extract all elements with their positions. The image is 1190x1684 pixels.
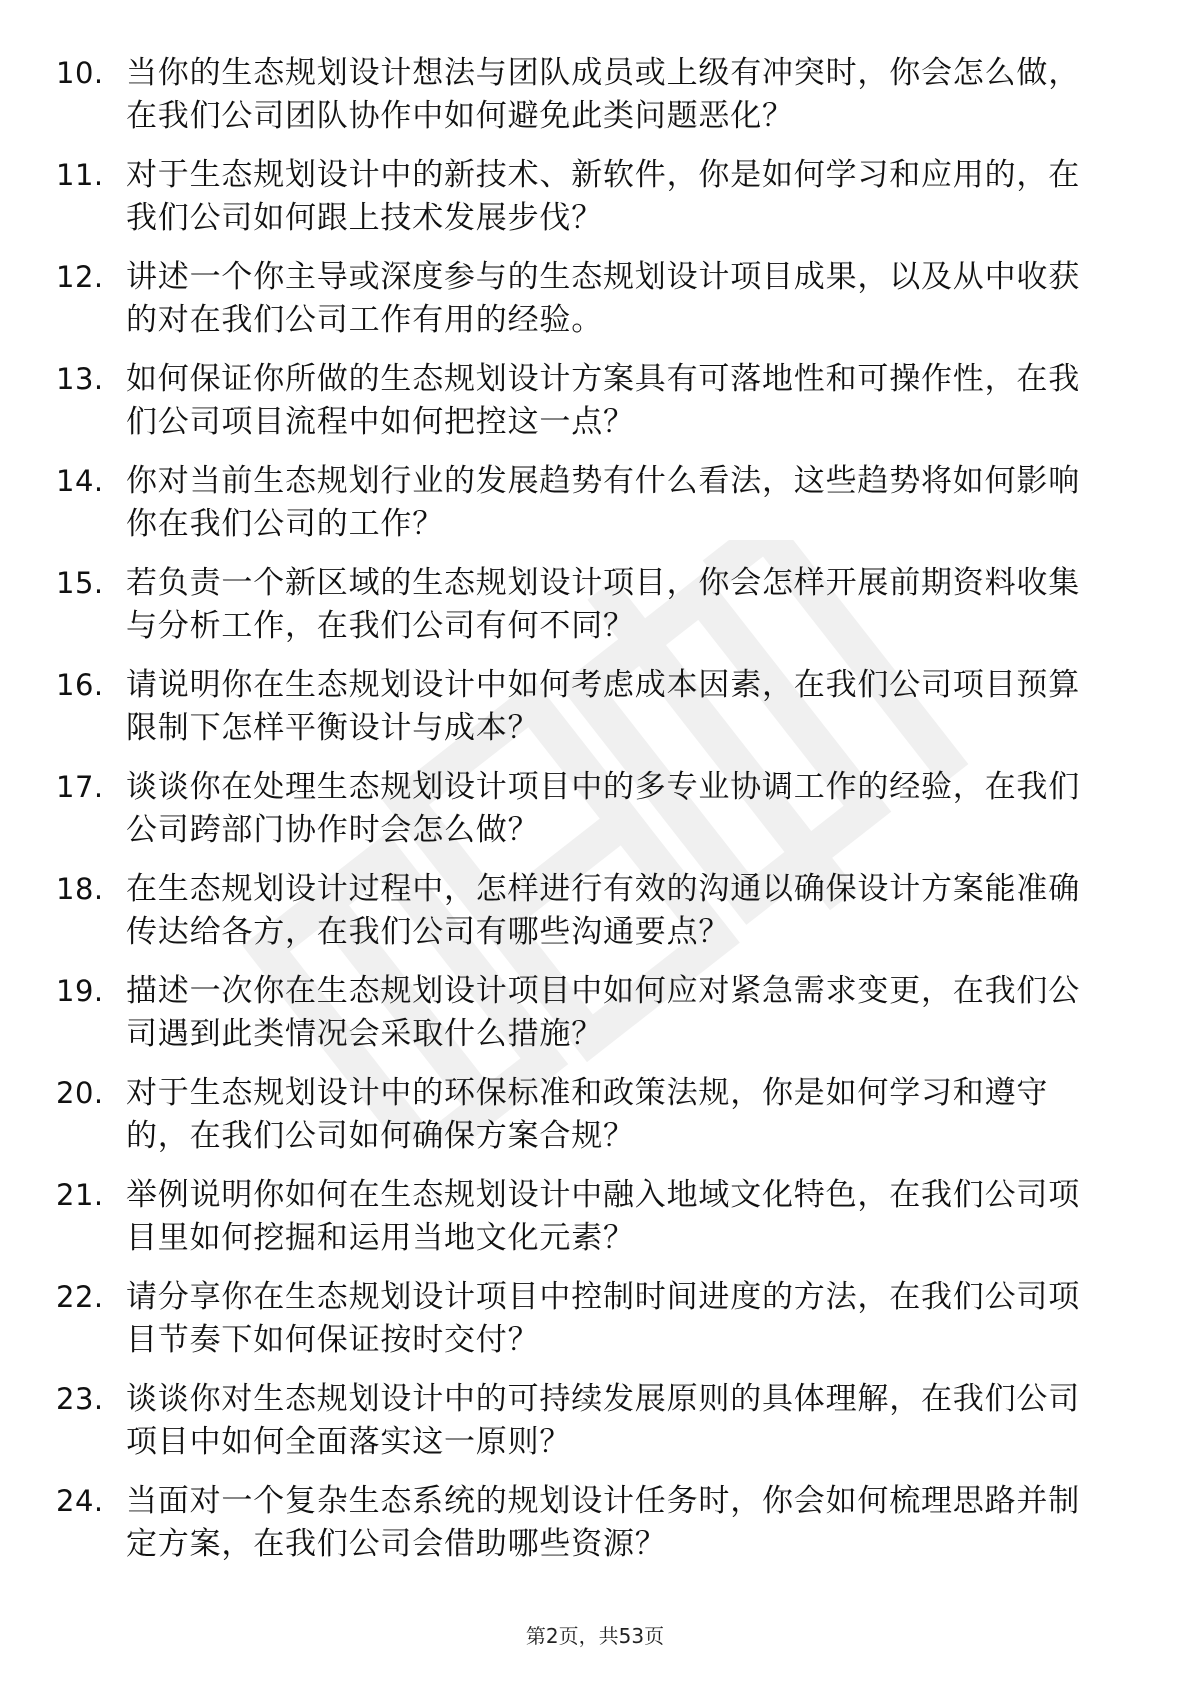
question-text: 谈谈你在处理生态规划设计项目中的多专业协调工作的经验，在我们公司跨部门协作时会怎么做？ [126, 769, 1080, 848]
question-text: 描述一次你在生态规划设计项目中如何应对紧急需求变更，在我们公司遇到此类情况会采取什么措施？ [126, 973, 1080, 1052]
question-text: 谈谈你对生态规划设计中的可持续发展原则的具体理解，在我们公司项目中如何全面落实这一原则？ [126, 1381, 1080, 1460]
question-number: 15. [56, 566, 104, 600]
question-item [56, 1174, 1106, 1260]
question-number: 10. [56, 56, 104, 90]
question-text: 若负责一个新区域的生态规划设计项目，你会怎样开展前期资料收集与分析工作，在我们公司有何不同？ [126, 565, 1080, 644]
question-text: 如何保证你所做的生态规划设计方案具有可落地性和可操作性，在我们公司项目流程中如何把控这一点？ [126, 361, 1080, 440]
question-number: 18. [56, 872, 104, 906]
question-number: 12. [56, 260, 104, 294]
question-item [56, 664, 1106, 750]
question-item [56, 256, 1106, 342]
question-text: 你对当前生态规划行业的发展趋势有什么看法，这些趋势将如何影响你在我们公司的工作？ [126, 463, 1080, 542]
question-item [56, 52, 1106, 138]
question-number: 21. [56, 1178, 104, 1212]
question-number: 16. [56, 668, 104, 702]
question-number: 22. [56, 1280, 104, 1314]
question-item [56, 970, 1106, 1056]
question-text: 举例说明你如何在生态规划设计中融入地域文化特色，在我们公司项目里如何挖掘和运用当地文化元素？ [126, 1177, 1080, 1256]
question-list [56, 52, 1106, 1582]
question-item [56, 1072, 1106, 1158]
question-item [56, 868, 1106, 954]
question-text: 当你的生态规划设计想法与团队成员或上级有冲突时，你会怎么做，在我们公司团队协作中如何避免此类问题恶化？ [126, 55, 1080, 134]
question-text: 当面对一个复杂生态系统的规划设计任务时，你会如何梳理思路并制定方案，在我们公司会借助哪些资源？ [126, 1483, 1080, 1562]
question-number: 20. [56, 1076, 104, 1110]
question-number: 17. [56, 770, 104, 804]
question-number: 11. [56, 158, 104, 192]
question-text: 对于生态规划设计中的环保标准和政策法规，你是如何学习和遵守的，在我们公司如何确保方案合规？ [126, 1075, 1049, 1154]
question-number: 14. [56, 464, 104, 498]
question-item [56, 1378, 1106, 1464]
page-number: 第2页，共53页 [525, 1624, 665, 1648]
question-text: 请分享你在生态规划设计项目中控制时间进度的方法，在我们公司项目节奏下如何保证按时交付？ [126, 1279, 1080, 1358]
question-item [56, 358, 1106, 444]
question-number: 13. [56, 362, 104, 396]
question-item [56, 766, 1106, 852]
question-item [56, 1480, 1106, 1566]
question-text: 在生态规划设计过程中，怎样进行有效的沟通以确保设计方案能准确传达给各方，在我们公司有哪些沟通要点？ [126, 871, 1080, 950]
question-text: 请说明你在生态规划设计中如何考虑成本因素，在我们公司项目预算限制下怎样平衡设计与成本？ [126, 667, 1080, 746]
question-item [56, 154, 1106, 240]
question-number: 24. [56, 1484, 104, 1518]
question-item [56, 562, 1106, 648]
question-number: 19. [56, 974, 104, 1008]
question-text: 讲述一个你主导或深度参与的生态规划设计项目成果，以及从中收获的对在我们公司工作有用的经验。 [126, 259, 1080, 338]
question-number: 23. [56, 1382, 104, 1416]
question-item [56, 460, 1106, 546]
question-text: 对于生态规划设计中的新技术、新软件，你是如何学习和应用的，在我们公司如何跟上技术发展步伐？ [126, 157, 1080, 236]
question-item [56, 1276, 1106, 1362]
